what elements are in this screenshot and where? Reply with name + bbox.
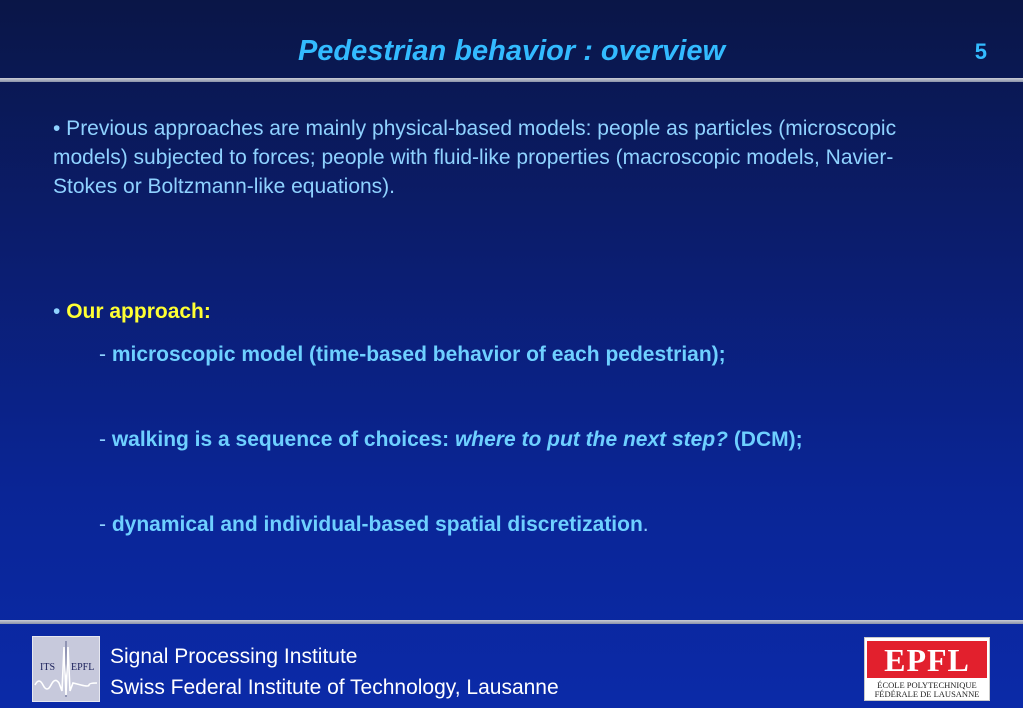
intro-paragraph: • Previous approaches are mainly physical-based models: people as particles (microscopic models) subjected to forces; people with fluid-like properties (macroscopic models, Navier-Stokes or Boltzmann-like equations). <box>53 117 897 198</box>
item-suffix: (DCM); <box>727 428 803 451</box>
item-suffix: . <box>642 513 649 536</box>
approach-heading-text: Our approach: <box>66 300 211 323</box>
institute-line-1: Signal Processing Institute <box>110 645 358 668</box>
top-divider <box>0 78 1023 82</box>
epfl-logo-line-1: ÉCOLE POLYTECHNIQUE <box>877 680 977 690</box>
its-signal-icon <box>33 637 99 701</box>
epfl-logo-graphic <box>865 638 989 700</box>
approach-item-walking-choices <box>99 426 803 454</box>
approach-item-discretization <box>99 511 649 539</box>
epfl-logo-mark: EPFL <box>884 642 970 678</box>
approach-bullet: • <box>53 300 67 323</box>
epfl-logo <box>864 637 990 701</box>
item-dash: - <box>99 343 112 366</box>
its-logo-text-left: ITS <box>40 662 55 673</box>
approach-item-microscopic <box>99 341 726 369</box>
item-dash: - <box>99 513 112 536</box>
item-dash: - <box>99 428 112 451</box>
item-text: microscopic model (time-based behavior of each pedestrian); <box>111 343 726 366</box>
slide-title: Pedestrian behavior : overview <box>297 35 726 67</box>
item-text: dynamical and individual-based spatial discretization <box>111 513 643 536</box>
institute-name <box>110 641 559 703</box>
its-logo <box>32 636 100 702</box>
epfl-logo-line-2: FÉDÉRALE DE LAUSANNE <box>874 689 980 699</box>
item-text: walking is a sequence of choices: <box>111 428 455 451</box>
institute-line-2: Swiss Federal Institute of Technology, Lausanne <box>110 676 559 699</box>
item-italic-text: where to put the next step? <box>454 428 728 451</box>
approach-heading <box>53 298 211 326</box>
its-logo-text-right: EPFL <box>71 662 95 673</box>
slide-number: 5 <box>974 39 987 64</box>
bottom-divider <box>0 620 1023 624</box>
